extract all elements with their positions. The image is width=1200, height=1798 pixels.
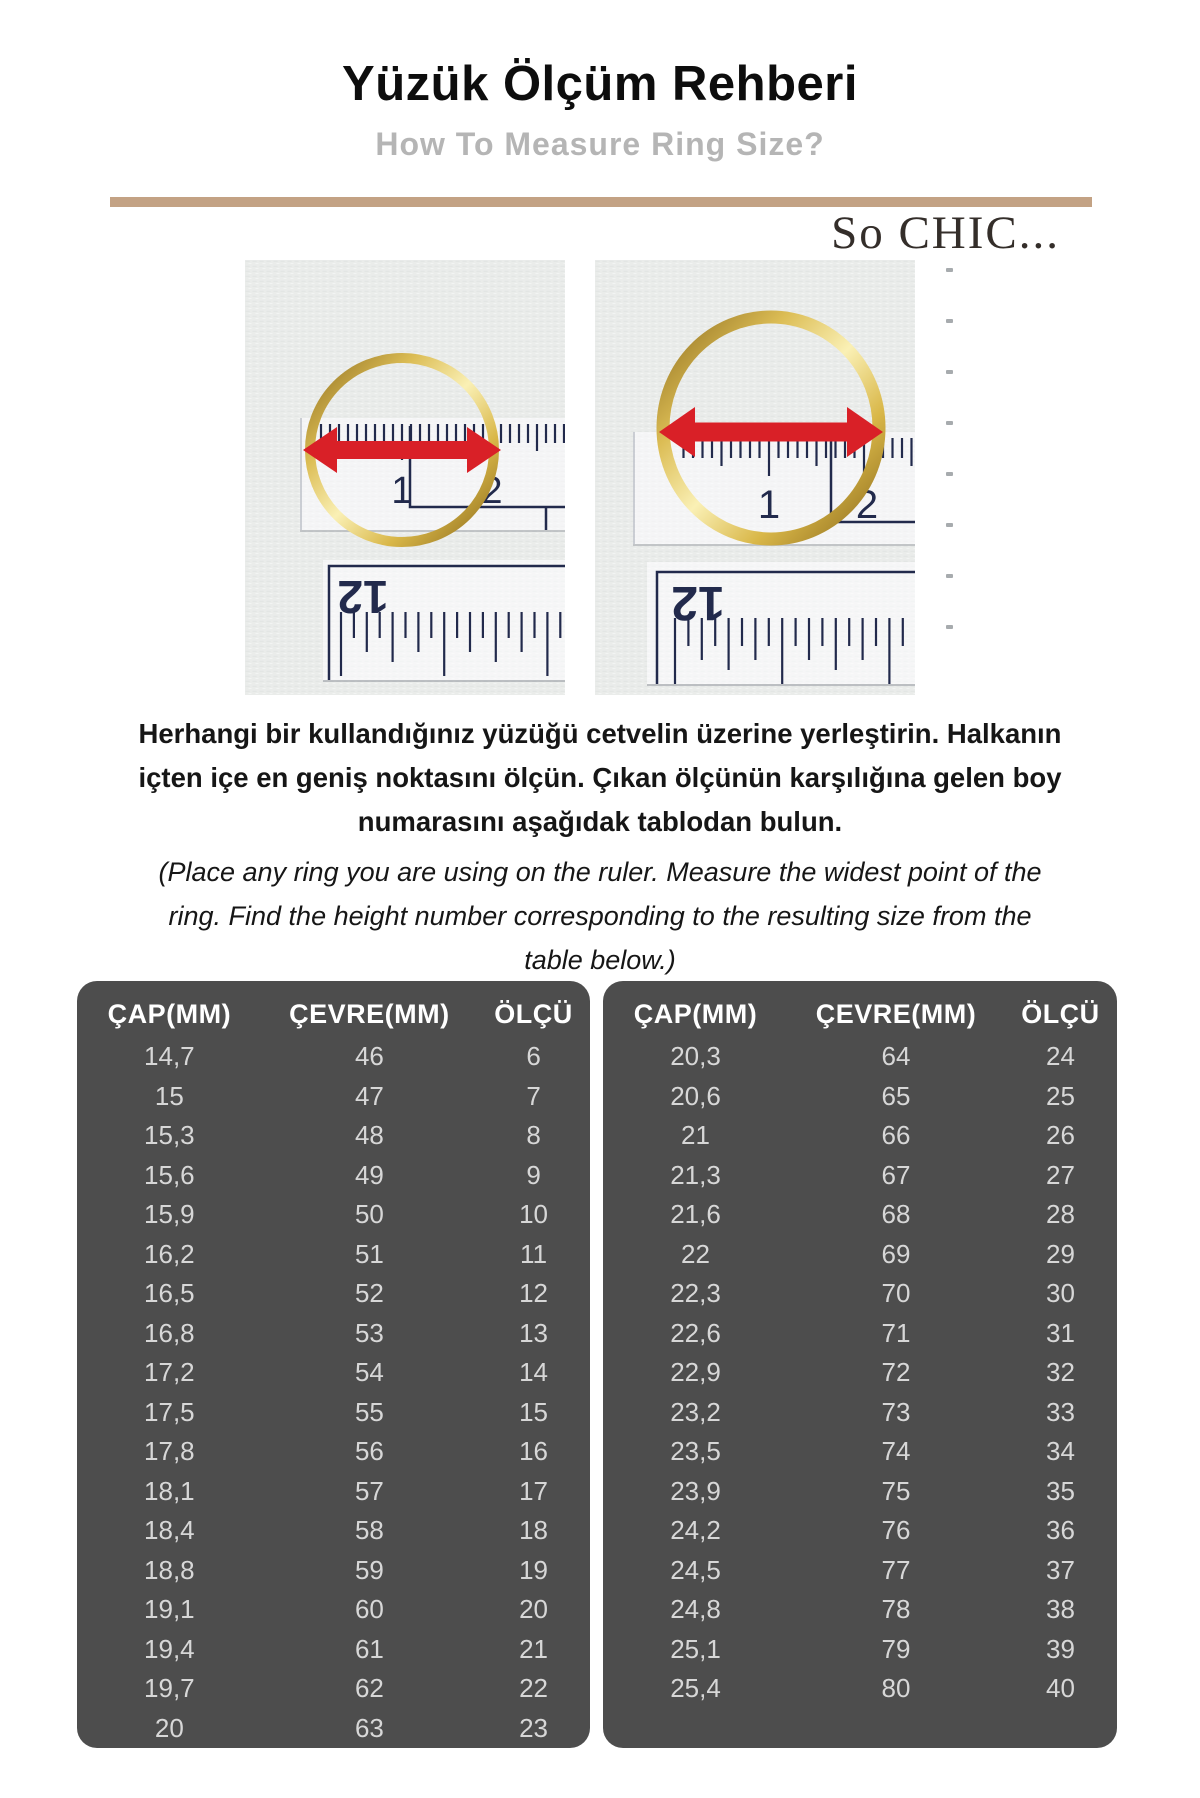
table-cell: 19,4 [144,1633,195,1664]
table-row [603,1551,1117,1591]
table-cell: 63 [354,1712,384,1743]
instructions-turkish-line: Herhangi bir kullandığınız yüzüğü cetvelin üzerine yerleştirin. Halkanın [138,718,1062,749]
table-cell: 8 [526,1120,541,1151]
table-cell: 60 [354,1594,384,1625]
table-cell: 23,5 [670,1436,721,1467]
dotted-marker [946,421,953,425]
table-cell: 37 [1045,1554,1075,1585]
table-cell: 25,1 [670,1633,721,1664]
table-cell: 30 [1045,1278,1075,1309]
table-row [603,1630,1117,1670]
table-cell: 53 [354,1317,384,1348]
table-cell: 10 [519,1199,549,1230]
table-cell: 78 [881,1594,911,1625]
table-cell: 34 [1045,1436,1075,1467]
table-cell: 66 [881,1120,911,1151]
table-cell: 73 [881,1396,911,1427]
table-cell: 48 [354,1120,384,1151]
table-cell: 22,3 [670,1278,721,1309]
table-cell: 19,1 [144,1594,195,1625]
size-table-header [603,981,1117,1037]
table-cell: 23 [519,1712,549,1743]
table-cell: 24,8 [670,1594,721,1625]
table-cell: 31 [1045,1317,1075,1348]
table-row [77,1274,590,1314]
dotted-marker [946,523,953,527]
table-cell: 9 [526,1159,541,1190]
table-row [603,1669,1117,1709]
column-header-cap: ÇAP(MM) [107,998,232,1029]
table-cell: 22,6 [670,1317,721,1348]
table-cell: 59 [354,1554,384,1585]
ring-photo-right-art [595,260,915,695]
dotted-marker [946,268,953,272]
table-row [77,1511,590,1551]
table-cell: 16,8 [144,1317,195,1348]
table-cell: 17,2 [144,1357,195,1388]
table-cell: 47 [354,1080,384,1111]
table-cell: 20 [154,1712,184,1743]
ring-photo-left-art [245,260,565,695]
table-cell: 21,3 [670,1159,721,1190]
table-cell: 36 [1045,1515,1075,1546]
size-table-header [77,981,590,1037]
table-cell: 74 [881,1436,911,1467]
table-cell: 62 [354,1673,384,1704]
table-cell: 15,9 [144,1199,195,1230]
table-row [603,1472,1117,1512]
table-row [77,1314,590,1354]
table-row [603,1432,1117,1472]
column-header-olcu: ÖLÇÜ [1021,998,1100,1029]
table-cell: 49 [354,1159,384,1190]
table-cell: 18 [519,1515,549,1546]
table-row [603,1353,1117,1393]
table-row [603,1393,1117,1433]
table-cell: 46 [354,1041,384,1072]
table-cell: 15 [519,1396,549,1427]
instructions-turkish-line: numarasını aşağıdak tablodan bulun. [357,806,843,837]
table-cell: 15 [154,1080,184,1111]
table-cell: 51 [354,1238,384,1269]
table-row [603,1314,1117,1354]
size-table-right [603,981,1117,1748]
table-row [77,1156,590,1196]
table-cell: 80 [881,1673,911,1704]
table-cell: 21 [519,1633,549,1664]
table-row [77,1116,590,1156]
table-cell: 18,8 [144,1554,195,1585]
table-cell: 16,5 [144,1278,195,1309]
table-cell: 19,7 [144,1673,195,1704]
ring-photo-left [245,260,565,695]
table-row [77,1077,590,1117]
table-cell: 15,6 [144,1159,195,1190]
table-row [77,1195,590,1235]
table-cell: 40 [1045,1673,1075,1704]
instructions-english-line: (Place any ring you are using on the ruler. Measure the widest point of the [158,857,1042,887]
table-cell: 56 [354,1436,384,1467]
table-row [603,1590,1117,1630]
table-cell: 18,1 [144,1475,195,1506]
table-cell: 15,3 [144,1120,195,1151]
dotted-marker [946,472,953,476]
table-cell: 52 [354,1278,384,1309]
instructions-english [40,850,1160,982]
table-cell: 70 [881,1278,911,1309]
size-table-left [77,981,590,1748]
dotted-marker [946,319,953,323]
table-row [603,1511,1117,1551]
ruler-number-2: 2 [855,483,879,527]
table-cell: 14,7 [144,1041,195,1072]
table-row [603,1156,1117,1196]
dotted-marker-column [946,268,953,629]
table-cell: 16 [519,1436,549,1467]
table-cell: 64 [881,1041,911,1072]
table-cell: 18,4 [144,1515,195,1546]
instructions-turkish-line: içten içe en geniş noktasını ölçün. Çıkan ölçünün karşılığına gelen boy [138,762,1062,793]
table-row [77,1669,590,1709]
table-row [77,1393,590,1433]
table-cell: 65 [881,1080,911,1111]
dotted-marker [946,625,953,629]
table-cell: 77 [881,1554,911,1585]
table-cell: 27 [1045,1159,1075,1190]
table-cell: 24 [1045,1041,1075,1072]
table-row [603,1274,1117,1314]
table-cell: 22,9 [670,1357,721,1388]
table-cell: 33 [1045,1396,1075,1427]
table-row [77,1709,590,1749]
table-cell: 76 [881,1515,911,1546]
table-cell: 14 [519,1357,549,1388]
table-cell: 16,2 [144,1238,195,1269]
table-cell: 72 [881,1357,911,1388]
table-cell: 68 [881,1199,911,1230]
table-row [77,1235,590,1275]
table-row [603,1037,1117,1077]
table-row [77,1353,590,1393]
page-subtitle: How To Measure Ring Size? [375,126,825,162]
table-cell: 55 [354,1396,384,1427]
table-row [77,1590,590,1630]
table-cell: 24,2 [670,1515,721,1546]
table-cell: 21 [681,1120,710,1151]
table-cell: 61 [354,1633,384,1664]
ring-photo-right [595,260,915,695]
instructions-english-line: table below.) [524,945,676,975]
table-row [77,1037,590,1077]
table-cell: 19 [519,1554,549,1585]
ruler-number-2: 2 [481,470,503,512]
column-header-cevre: ÇEVRE(MM) [289,998,450,1029]
table-cell: 25,4 [670,1673,721,1704]
size-table-body [77,1037,590,1748]
table-cell: 24,5 [670,1554,721,1585]
table-cell: 71 [881,1317,911,1348]
size-table-body [603,1037,1117,1709]
table-cell: 13 [519,1317,549,1348]
table-cell: 50 [354,1199,384,1230]
ruler-number-12: 12 [671,576,725,629]
table-cell: 11 [520,1238,548,1269]
table-cell: 26 [1045,1120,1075,1151]
table-cell: 6 [526,1041,541,1072]
table-cell: 28 [1045,1199,1075,1230]
ruler-number-1: 1 [391,470,413,512]
table-cell: 22 [681,1238,710,1269]
table-row [77,1630,590,1670]
table-cell: 22 [519,1673,549,1704]
table-cell: 32 [1045,1357,1075,1388]
table-cell: 21,6 [670,1199,721,1230]
table-cell: 29 [1045,1238,1075,1269]
page-title: Yüzük Ölçüm Rehberi [342,57,858,111]
table-cell: 39 [1045,1633,1075,1664]
column-header-olcu: ÖLÇÜ [494,998,573,1029]
ruler-number-1: 1 [757,483,781,527]
table-cell: 35 [1045,1475,1075,1506]
column-header-cevre: ÇEVRE(MM) [815,998,977,1029]
table-cell: 69 [881,1238,911,1269]
column-header-cap: ÇAP(MM) [633,998,758,1029]
instructions-english-line: ring. Find the height number corresponding to the resulting size from the [168,901,1032,931]
table-cell: 20,6 [670,1080,721,1111]
table-cell: 17,5 [144,1396,195,1427]
table-cell: 67 [881,1159,911,1190]
table-row [603,1195,1117,1235]
dotted-marker [946,574,953,578]
table-cell: 58 [354,1515,384,1546]
table-row [77,1432,590,1472]
table-cell: 7 [526,1080,541,1111]
table-cell: 75 [881,1475,911,1506]
table-cell: 54 [354,1357,384,1388]
table-cell: 20,3 [670,1041,721,1072]
table-cell: 17,8 [144,1436,195,1467]
table-row [77,1551,590,1591]
brand-logo: So CHIC... [831,207,1060,259]
table-cell: 17 [519,1475,549,1506]
dotted-marker [946,370,953,374]
table-cell: 23,2 [670,1396,721,1427]
table-cell: 79 [881,1633,911,1664]
ruler-number-12: 12 [337,571,389,623]
table-row [603,1235,1117,1275]
table-cell: 12 [519,1278,549,1309]
table-row [603,1077,1117,1117]
table-cell: 57 [354,1475,384,1506]
instructions-turkish [40,712,1160,844]
table-cell: 20 [519,1594,549,1625]
table-cell: 38 [1045,1594,1075,1625]
table-cell: 23,9 [670,1475,721,1506]
table-cell: 25 [1045,1080,1075,1111]
table-row [603,1116,1117,1156]
table-row [77,1472,590,1512]
